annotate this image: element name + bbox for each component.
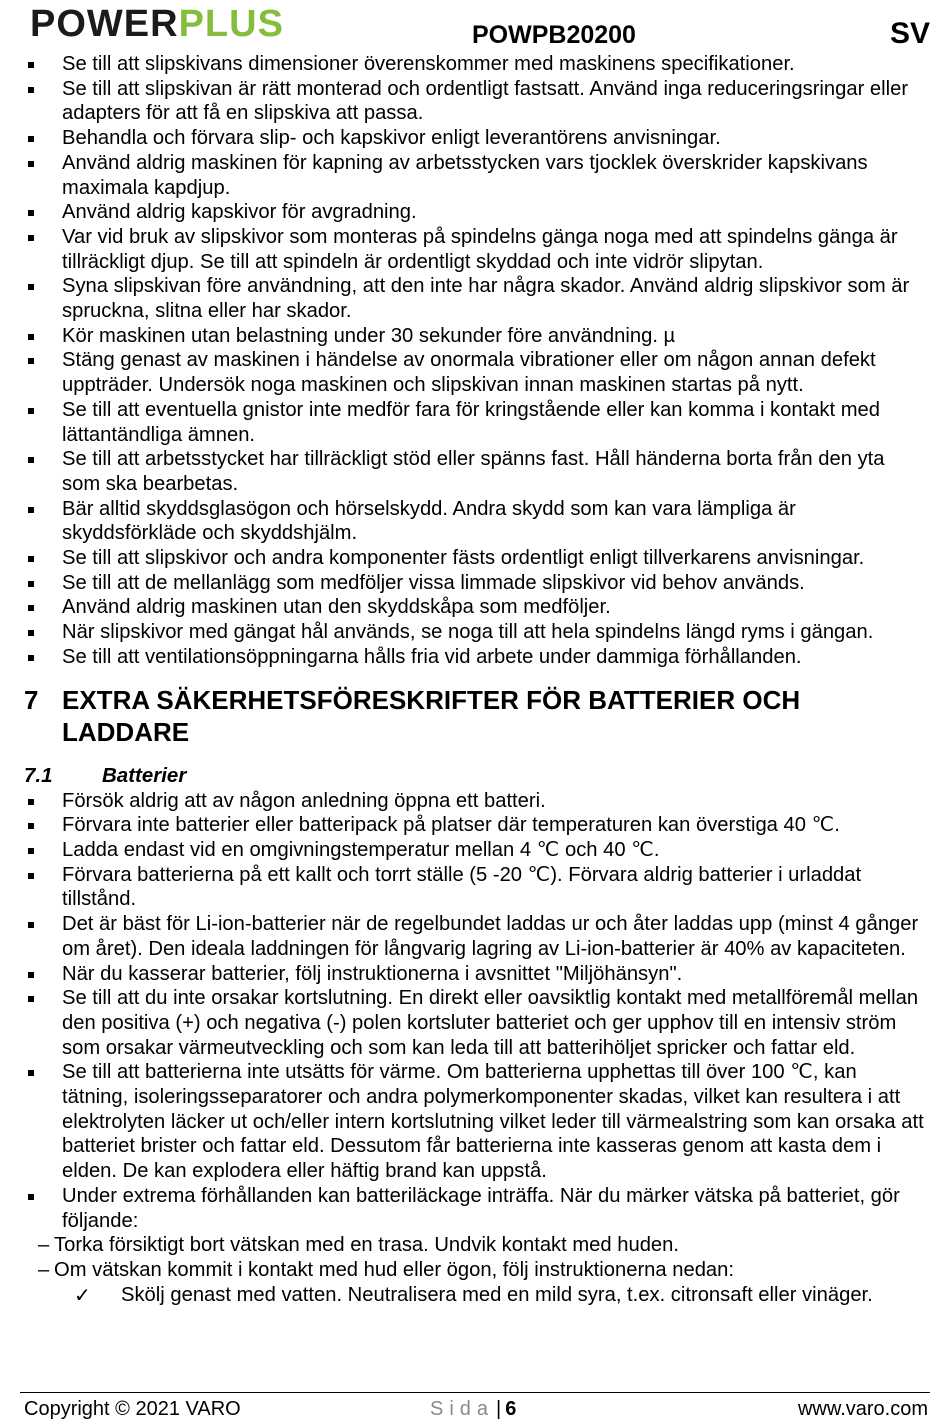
list-item: När slipskivor med gängat hål används, se noga till att hela spindelns längd ryms i gängan.: [24, 620, 928, 645]
subsection-number: 7.1: [24, 763, 53, 787]
subsection-title: Batterier: [102, 763, 187, 787]
list-item: Se till att batterierna inte utsätts för värme. Om batterierna upphettas till över 100 ℃, kan tätning, isoleringsseparatorer och andra polymerkomponenter skadas, vilket kan resultera i att elektrolyten läcker ut och/eller intern kortslutning vilket leder till värmealstring som kan orsaka att batteriet brister och fattar eld. Dessutom får batterierna inte kasseras genom att kasta dem i elden. De kan explodera eller häftig brand kan uppstå.: [24, 1060, 928, 1184]
list-item: Se till att ventilationsöppningarna hålls fria vid arbete under dammiga förhållanden.: [24, 645, 928, 670]
safety-list-batteries: [24, 789, 928, 1234]
page-separator: |: [496, 1398, 502, 1420]
dash-item: – Om vätskan kommit i kontakt med hud eller ögon, följ instruktionerna nedan:: [24, 1258, 928, 1283]
list-item: Under extrema förhållanden kan batteriläckage inträffa. När du märker vätska på batteriet, gör följande:: [24, 1184, 928, 1233]
list-item: Det är bäst för Li-ion-batterier när de regelbundet laddas ur och åter laddas upp (minst 4 gånger om året). Den ideala laddningen för långvarig lagring av Li-ion-batterier är 40% av kapaciteten.: [24, 912, 928, 961]
list-item: När du kasserar batterier, följ instruktionerna i avsnittet "Miljöhänsyn".: [24, 962, 928, 987]
list-item: Se till att eventuella gnistor inte medför fara för kringstående eller kan komma i kontakt med lättantändliga ämnen.: [24, 398, 928, 447]
page-header: [0, 0, 950, 52]
list-item: Försök aldrig att av någon anledning öppna ett batteri.: [24, 789, 928, 814]
logo-plus: PLUS: [178, 3, 284, 45]
list-item: Var vid bruk av slipskivor som monteras på spindelns gänga noga med att spindelns gänga är tillräckligt djup. Se till att spindeln är ordentligt skyddad och inte vidrör slipytan.: [24, 225, 928, 274]
list-item: Ladda endast vid en omgivningstemperatur mellan 4 ℃ och 40 ℃.: [24, 838, 928, 863]
page-label: Sida: [430, 1398, 495, 1420]
list-item: Se till att slipskivor och andra komponenter fästs ordentligt enligt tillverkarens anvisningar.: [24, 546, 928, 571]
language-code: SV: [889, 17, 930, 50]
website-link[interactable]: www.varo.com: [797, 1398, 928, 1420]
page-footer: [24, 1397, 928, 1423]
list-item: Använd aldrig kapskivor för avgradning.: [24, 200, 928, 225]
dash-item: – Torka försiktigt bort vätskan med en trasa. Undvik kontakt med huden.: [24, 1233, 928, 1258]
list-item: Förvara inte batterier eller batteripack på platser där temperaturen kan överstiga 40 ℃.: [24, 813, 928, 838]
page-number: 6: [505, 1398, 517, 1420]
list-item: Se till att arbetsstycket har tillräckligt stöd eller spänns fast. Håll händerna borta från den yta som ska bearbetas.: [24, 447, 928, 496]
list-item: Se till att slipskivan är rätt monterad och ordentligt fastsatt. Använd inga reduceringsringar eller adapters för att få en slipskiva att passa.: [24, 77, 928, 126]
safety-list-grinding: [24, 52, 928, 670]
copyright-text: Copyright © 2021 VARO: [24, 1398, 241, 1420]
page-indicator: [430, 1397, 516, 1421]
list-item: Kör maskinen utan belastning under 30 sekunder före användning. µ: [24, 324, 928, 349]
list-item: Syna slipskivan före användning, att den inte har några skador. Använd aldrig slipskivor som är spruckna, slitna eller har skador.: [24, 274, 928, 323]
list-item: Förvara batterierna på ett kallt och torrt ställe (5 -20 ℃). Förvara aldrig batterier i urladdat tillstånd.: [24, 863, 928, 912]
list-item: Stäng genast av maskinen i händelse av onormala vibrationer eller om någon annan defekt uppträder. Undersök noga maskinen och slipskivan innan maskinen startas på nytt.: [24, 348, 928, 397]
section-title: EXTRA SÄKERHETSFÖRESKRIFTER FÖR BATTERIER OCH LADDARE: [62, 684, 801, 747]
section-heading-7: [24, 684, 928, 748]
logo-power: POWER: [30, 3, 179, 45]
subsection-heading-7-1: [24, 763, 928, 789]
list-item: Använd aldrig maskinen utan den skyddskåpa som medföljer.: [24, 595, 928, 620]
list-item: Se till att slipskivans dimensioner överenskommer med maskinens specifikationer.: [24, 52, 928, 77]
list-item: Se till att du inte orsakar kortslutning. En direkt eller oavsiktlig kontakt med metallföremål mellan den positiva (+) och negativa (-) polen kortsluter batteriet och ger upphov till en intensiv ström som orsakar värmeutveckling och som kan leda till att batterihöljet spricker och fattar eld.: [24, 986, 928, 1060]
check-item: ✓ Skölj genast med vatten. Neutralisera med en mild syra, t.ex. citronsaft eller vinäger.: [24, 1283, 928, 1308]
brand-logo: [30, 2, 284, 46]
list-item: Bär alltid skyddsglasögon och hörselskydd. Andra skydd som kan vara lämpliga är skyddsförkläde och skyddshjälm.: [24, 497, 928, 546]
list-item: Använd aldrig maskinen för kapning av arbetsstycken vars tjocklek överskrider kapskivans maximala kapdjup.: [24, 151, 928, 200]
footer-divider: [20, 1392, 930, 1393]
list-item: Behandla och förvara slip- och kapskivor enligt leverantörens anvisningar.: [24, 126, 928, 151]
section-number: 7: [24, 684, 39, 715]
list-item: Se till att de mellanlägg som medföljer vissa limmade slipskivor vid behov används.: [24, 571, 928, 596]
page-content: [24, 52, 928, 1307]
model-number: POWPB20200: [472, 21, 636, 49]
